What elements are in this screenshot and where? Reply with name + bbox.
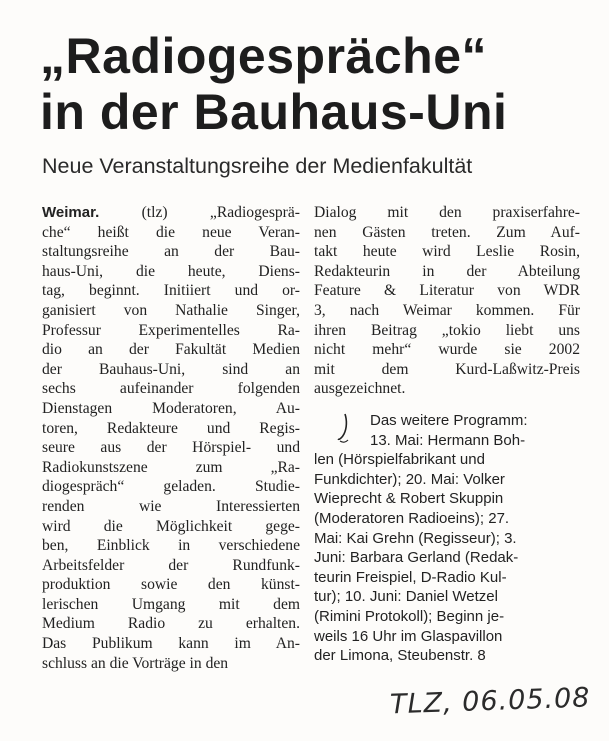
handwritten-note-text: TLZ, 06.05.08 [389, 682, 591, 720]
article-line: ben, Einblick in verschiedene [42, 537, 300, 555]
article-line: Professur Experimentelles Ra- [42, 321, 300, 339]
program-line: len (Hörspielfabrikant und [314, 451, 485, 469]
text-line-content: (tlz) „Radiogesprä- [99, 204, 300, 221]
headline-line-1: „Radiogespräche“ [40, 28, 488, 84]
article-line: wird die Möglichkeit gege- [42, 517, 300, 535]
article-column-right [314, 203, 580, 399]
article-line: Medium Radio zu erhalten. [42, 615, 300, 633]
article-line: der Bauhaus-Uni, sind an [42, 360, 300, 378]
article-line: staltungsreihe an der Bau- [42, 243, 300, 261]
program-line: (Rimini Protokoll); Beginn je- [314, 607, 505, 625]
article-line: haus-Uni, die heute, Diens- [42, 262, 300, 280]
article-line: renden wie Interessierten [42, 497, 300, 515]
program-listing [314, 411, 584, 666]
article-line: ihren Beitrag „tokio liebt uns [314, 321, 580, 339]
article-line: Redakteurin in der Abteilung [314, 262, 580, 280]
headline-line-2: in der Bauhaus-Uni [40, 84, 508, 140]
program-line: der Limona, Steubenstr. 8 [314, 647, 486, 665]
article-line: 3, nach Weimar kommen. Für [314, 301, 580, 319]
program-line: 13. Mai: Hermann Boh- [370, 431, 526, 449]
handwritten-note [388, 680, 598, 720]
program-line: Mai: Kai Grehn (Regisseur); 3. [314, 529, 517, 547]
article-line: takt heute wird Leslie Rosin, [314, 243, 580, 261]
article-line: sechs aufeinander folgenden [42, 380, 300, 398]
article-line: mit dem Kurd-Laßwitz-Preis [314, 360, 580, 378]
article-line: Dienstagen Moderatoren, Au- [42, 399, 300, 417]
program-line: weils 16 Uhr im Glaspavillon [314, 627, 503, 645]
article-line: Das Publikum kann im An- [42, 635, 300, 653]
article-line: che“ heißt die neue Veran- [42, 223, 300, 241]
article-line: Radiokunstszene zum „Ra- [42, 458, 300, 476]
dateline: Weimar. [42, 204, 100, 221]
article-line: produktion sowie den künst- [42, 576, 300, 594]
article-line: diogespräch“ geladen. Studie- [42, 478, 300, 496]
article-line: nicht mehr“ wurde sie 2002 [314, 341, 580, 359]
article-line [42, 203, 300, 223]
article-line: ganisiert von Nathalie Singer, [42, 301, 300, 319]
article-line: nen Gästen treten. Zum Auf- [314, 223, 580, 241]
article-line: ausgezeichnet. [314, 380, 406, 398]
article-line: Arbeitsfelder der Rundfunk- [42, 556, 300, 574]
article-line: dio an der Fakultät Medien [42, 341, 300, 359]
subheadline: Neue Veranstaltungsreihe der Medienfakultät [42, 154, 473, 178]
program-line: Wieprecht & Robert Skuppin [314, 490, 504, 508]
program-line: teurin Freispiel, D-Radio Kul- [314, 568, 507, 586]
article-line: toren, Redakteure und Regis- [42, 419, 300, 437]
article-line: schluss an die Vorträge in den [42, 654, 229, 672]
article-line: lerischen Umgang mit dem [42, 595, 300, 613]
article-line: Dialog mit den praxiserfahre- [314, 204, 580, 221]
article-line: seure aus der Hörspiel- und [42, 439, 300, 457]
program-line: tur); 10. Juni: Daniel Wetzel [314, 588, 498, 606]
headline [40, 28, 590, 140]
article-column-left [42, 203, 300, 673]
program-line: (Moderatoren Radioeins); 27. [314, 509, 510, 527]
program-line: Das weitere Programm: [370, 412, 528, 429]
article-line: tag, beginnt. Initiiert und or- [42, 282, 300, 300]
article-line: Feature & Literatur von WDR [314, 282, 580, 300]
program-line: Funkdichter); 20. Mai: Volker [314, 470, 505, 488]
program-line: Juni: Barbara Gerland (Redak- [314, 549, 519, 567]
